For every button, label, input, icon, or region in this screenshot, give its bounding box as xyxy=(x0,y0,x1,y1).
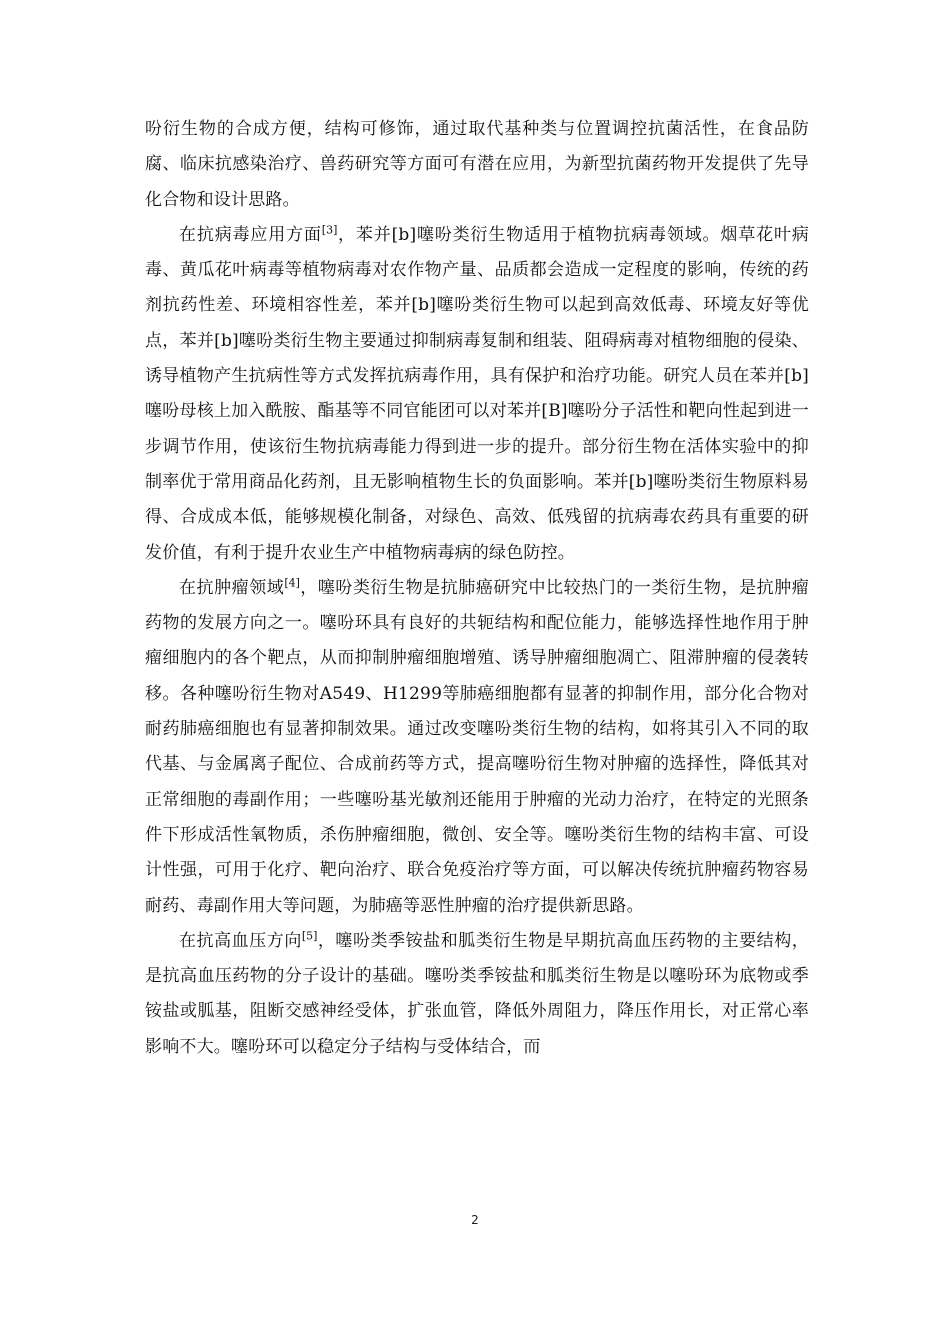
paragraph-antitumor xyxy=(145,571,809,924)
paragraph-antihypertensive xyxy=(145,924,809,1065)
paragraph-text: ，噻吩类衍生物是抗肺癌研究中比较热门的一类衍生物，是抗肿瘤药物的发展方向之一。噻吩环具有良好的共轭结构和配位能力，能够选择性地作用于肿瘤细胞内的各个靶点，从而抑制肿瘤细胞增殖、诱导肿瘤细胞凋亡、阻滞肿瘤的侵袭转移。各种噻吩衍生物对A549、H1299等肺癌细胞都有显著的抑制作用，部分化合物对耐药肺癌细胞也有显著抑制效果。通过改变噻吩类衍生物的结构，如将其引入不同的取代基、与金属离子配位、合成前药等方式，提高噻吩衍生物对肿瘤的选择性，降低其对正常细胞的毒副作用；一些噻吩基光敏剂还能用于肿瘤的光动力治疗，在特定的光照条件下形成活性氧物质，杀伤肿瘤细胞，微创、安全等。噻吩类衍生物的结构丰富、可设计性强，可用于化疗、靶向治疗、联合免疫治疗等方面，可以解决传统抗肿瘤药物容易耐药、毒副作用大等问题，为肺癌等恶性肿瘤的治疗提供新思路。 xyxy=(145,577,809,916)
body-text xyxy=(145,112,809,1065)
page-number: 2 xyxy=(471,1213,479,1227)
citation-marker[interactable]: [5] xyxy=(301,929,318,943)
paragraph-lead: 在抗病毒应用方面 xyxy=(179,224,322,245)
paragraph-text: ，噻吩类季铵盐和胍类衍生物是早期抗高血压药物的主要结构，是抗高血压药物的分子设计的基础。噻吩类季铵盐和胍类衍生物是以噻吩环为底物或季铵盐或胍基，阻断交感神经受体，扩张血管，降低外周阻力，降压作用长，对正常心率影响不大。噻吩环可以稳定分子结构与受体结合，而 xyxy=(145,930,809,1057)
paragraph-lead: 在抗肿瘤领域 xyxy=(179,577,285,598)
citation-marker[interactable]: [3] xyxy=(321,223,338,237)
paragraph-text: ，苯并[b]噻吩类衍生物适用于植物抗病毒领域。烟草花叶病毒、黄瓜花叶病毒等植物病毒对农作物产量、品质都会造成一定程度的影响，传统的药剂抗药性差、环境相容性差，苯并[b]噻吩类衍生物可以起到高效低毒、环境友好等优点，苯并[b]噻吩类衍生物主要通过抑制病毒复制和组装、阻碍病毒对植物细胞的侵染、诱导植物产生抗病性等方式发挥抗病毒作用，具有保护和治疗功能。研究人员在苯并[b]噻吩母核上加入酰胺、酯基等不同官能团可以对苯并[B]噻吩分子活性和靶向性起到进一步调节作用，使该衍生物抗病毒能力得到进一步的提升。部分衍生物在活体实验中的抑制率优于常用商品化药剂，且无影响植物生长的负面影响。苯并[b]噻吩类衍生物原料易得、合成成本低，能够规模化制备，对绿色、高效、低残留的抗病毒农药具有重要的研发价值，有利于提升农业生产中植物病毒病的绿色防控。 xyxy=(145,224,809,563)
paragraph-text: 吩衍生物的合成方便，结构可修饰，通过取代基种类与位置调控抗菌活性，在食品防腐、临床抗感染治疗、兽药研究等方面可有潜在应用，为新型抗菌药物开发提供了先导化合物和设计思路。 xyxy=(145,119,809,210)
paragraph-antiviral xyxy=(145,218,809,571)
citation-marker[interactable]: [4] xyxy=(284,576,300,590)
paragraph-lead: 在抗高血压方向 xyxy=(179,930,302,951)
paragraph-antibacterial-end xyxy=(145,112,809,218)
